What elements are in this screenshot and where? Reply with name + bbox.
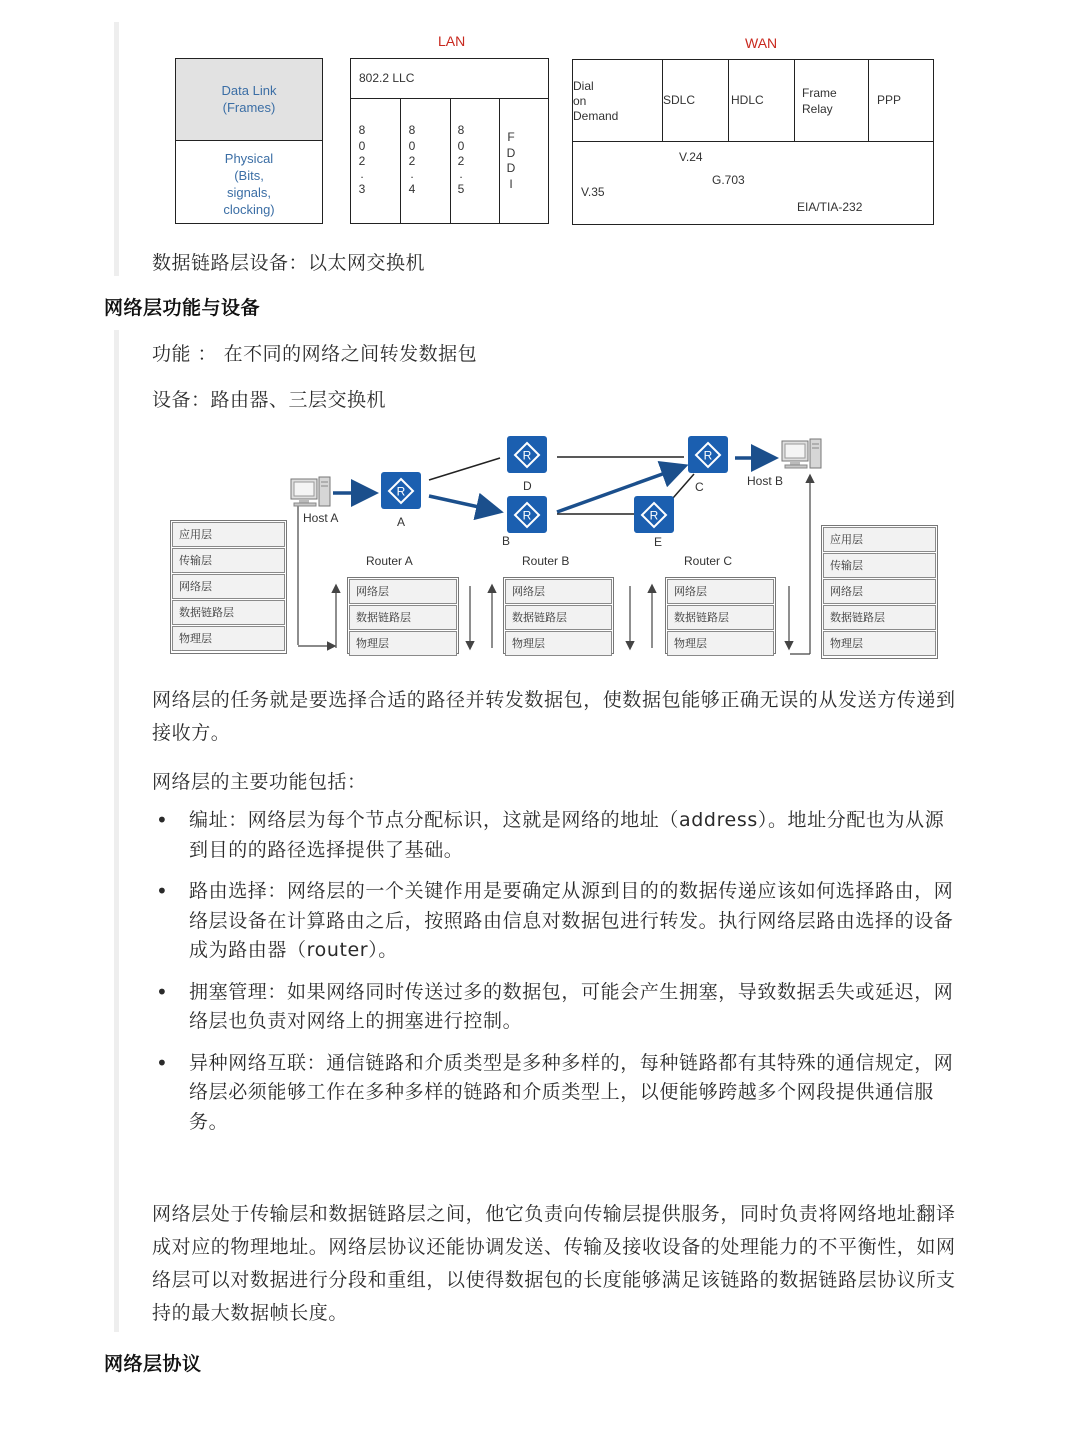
list-item: • 路由选择：网络层的一个关键作用是要确定从源到目的的数据传递应该如何选择路由，网络层设备在计算路由之后，按照路由信息对数据包进行转发。执行网络层路由选择的设备成为路由器（router）。 [152, 877, 962, 966]
node-e-label: E [654, 535, 663, 549]
host-a-computer-icon [290, 476, 332, 510]
physical-label: Physical (Bits, signals, clocking) [223, 151, 275, 217]
lan-802-4: 8 0 2 . 4 [408, 123, 416, 196]
host-b-label: Host B [747, 474, 784, 488]
lan-fddi: F D D I [506, 130, 516, 191]
stack-layer: 数据链路层 [823, 605, 936, 630]
stack-layer: 网络层 [505, 579, 612, 604]
stack-layer: 物理层 [823, 631, 936, 656]
node-c-label: C [695, 480, 704, 494]
svg-text:R: R [703, 448, 713, 462]
final-paragraph: 网络层处于传输层和数据链路层之间，他它负责向传输层提供服务，同时负责将网络地址翻译成对应的物理地址。网络层协议还能协调发送、传输及接收设备的处理能力的不平衡性，如网络层可以对数据进行分段和重组，以使得数据包的长度能够满足该链路的数据链路层协议所支持的最大数据帧长度。 [152, 1203, 956, 1324]
network-layer-heading: 网络层功能与设备 [104, 297, 261, 319]
router-c-icon [688, 436, 728, 473]
wan-dial-label: Dial on Demand [573, 79, 619, 123]
wan-sdlc-label: SDLC [663, 93, 696, 107]
task-paragraph: 网络层的任务就是要选择合适的路径并转发数据包，使数据包能够正确无误的从发送方传递到接收方。 [152, 689, 956, 744]
lan-802-3: 8 0 2 . 3 [358, 123, 366, 196]
router-c-label: Router C [684, 554, 733, 568]
stack-layer: 数据链路层 [349, 605, 457, 630]
wan-g703: G.703 [712, 173, 745, 187]
host-b-computer-icon [781, 438, 823, 472]
wan-hdlc-label: HDLC [731, 93, 764, 107]
arrow-a-to-b [429, 496, 497, 511]
wan-v24: V.24 [679, 150, 703, 164]
host-b-stack [821, 525, 938, 659]
stack-layer: 物理层 [349, 631, 457, 656]
wan-eia: EIA/TIA-232 [797, 200, 863, 214]
function-text: 功能 ： 在不同的网络之间转发数据包 [152, 343, 478, 365]
node-b-label: B [502, 534, 511, 548]
list-item: • 拥塞管理：如果网络同时传送过多的数据包，可能会产生拥塞，导致数据丢失或延迟，网络层也负责对网络上的拥塞进行控制。 [152, 978, 962, 1037]
router-a-label: Router A [366, 554, 413, 568]
llc-label: 802.2 LLC [359, 71, 415, 85]
wan-label: WAN [745, 35, 778, 51]
router-c-stack [665, 577, 776, 654]
stack-layer: 数据链路层 [667, 605, 774, 630]
svg-text:R: R [522, 448, 532, 462]
node-d-label: D [523, 479, 532, 493]
wan-ppp-label: PPP [877, 93, 902, 107]
stack-layer: 数据链路层 [172, 600, 285, 625]
stack-layer: 应用层 [823, 527, 936, 552]
host-a-stack [170, 520, 287, 654]
wan-frame-relay-label: Frame Relay [802, 86, 837, 116]
stack-layer: 物理层 [667, 631, 774, 656]
router-b-stack [503, 577, 614, 654]
svg-text:R: R [522, 508, 532, 522]
link-e-c [673, 474, 694, 498]
router-d-icon [507, 436, 547, 473]
stack-layer: 数据链路层 [505, 605, 612, 630]
lan-802-5: 8 0 2 . 5 [457, 123, 465, 196]
router-a-stack [347, 577, 459, 654]
stack-layer: 物理层 [172, 626, 285, 651]
protocol-heading: 网络层协议 [104, 1353, 202, 1375]
stack-layer: 传输层 [823, 553, 936, 578]
stack-layer: 网络层 [823, 579, 936, 604]
datalink-device-text: 数据链路层设备：以太网交换机 [152, 252, 426, 274]
main-functions-text: 网络层的主要功能包括： [152, 771, 367, 793]
list-item: • 编址：网络层为每个节点分配标识，这就是网络的地址（address）。地址分配也为从源到目的的路径选择提供了基础。 [152, 806, 962, 865]
router-b-icon [507, 496, 547, 533]
stack-layer: 网络层 [172, 574, 285, 599]
link-a-d [429, 458, 500, 480]
router-e-icon [634, 496, 674, 533]
router-b-label: Router B [522, 554, 570, 568]
stack-layer: 物理层 [505, 631, 612, 656]
svg-text:R: R [649, 508, 659, 522]
stack-layer: 网络层 [667, 579, 774, 604]
list-item: • 异种网络互联：通信链路和介质类型是多种多样的，每种链路都有其特殊的通信规定，网络层必须能够工作在多种多样的链路和介质类型上，以便能够跨越多个网段提供通信服务。 [152, 1049, 962, 1138]
wan-v35: V.35 [581, 185, 605, 199]
host-a-label: Host A [303, 511, 339, 525]
stack-layer: 应用层 [172, 522, 285, 547]
stack-layer: 传输层 [172, 548, 285, 573]
lan-label: LAN [438, 33, 466, 49]
router-a-icon [381, 472, 421, 509]
device-text: 设备：路由器、三层交换机 [152, 389, 387, 411]
node-a-label: A [397, 515, 406, 529]
function-list [152, 806, 962, 1149]
stack-layer: 网络层 [349, 579, 457, 604]
svg-text:R: R [396, 484, 406, 498]
datalink-label: Data Link (Frames) [221, 83, 277, 115]
